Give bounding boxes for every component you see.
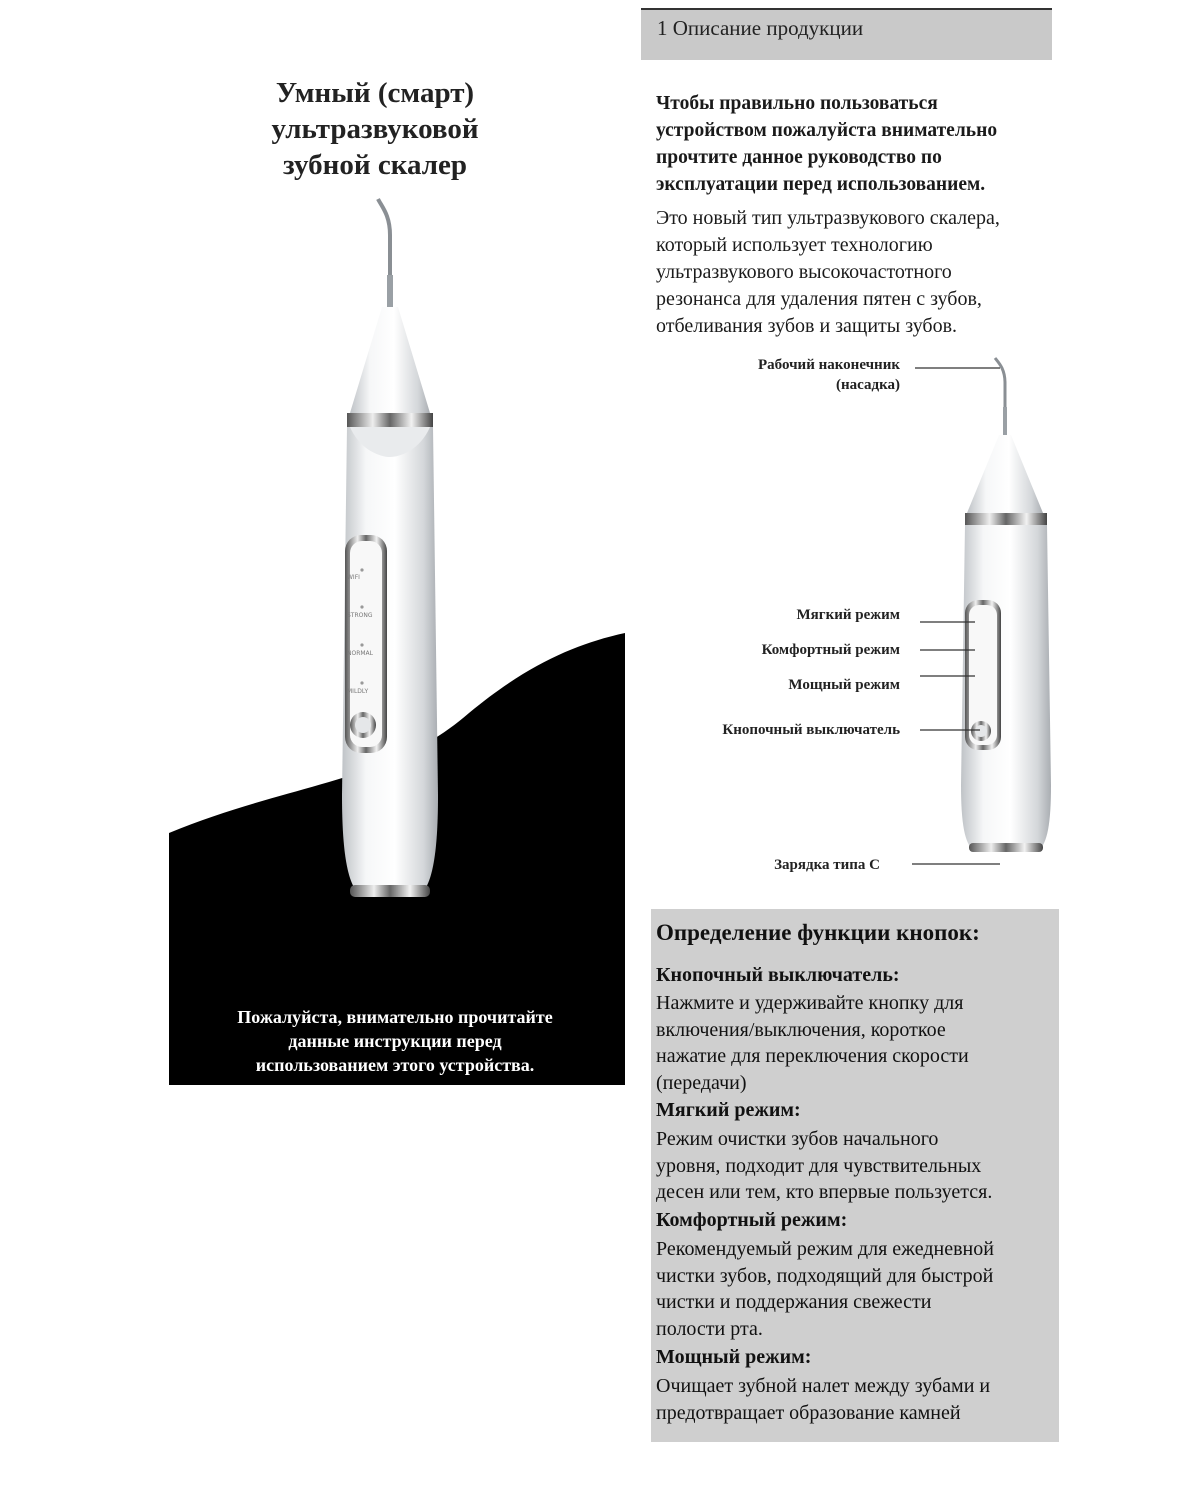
label-working-tip-line: Рабочий наконечник: [758, 357, 900, 373]
def-text-line: чистки и поддержания свежести: [656, 1291, 932, 1313]
section-header-bar: [641, 8, 1052, 60]
def-text-line: включения/выключения, короткое: [656, 1018, 946, 1041]
product-title-line: зубной скалер: [283, 149, 467, 181]
product-title: [220, 75, 530, 183]
def-text-line: Очищает зубной налет между зубами и: [656, 1375, 991, 1397]
notice-line: данные инструкции перед: [288, 1031, 502, 1051]
def-text-line: уровня, подходит для чувствительных: [656, 1154, 982, 1177]
notice-line: использованием этого устройства.: [255, 1055, 535, 1075]
intro-description-line: отбеливания зубов и защиты зубов.: [656, 315, 958, 337]
def-text-line: чистки зубов, подходящий для быстрой: [656, 1264, 994, 1287]
def-text-power: [656, 1373, 1056, 1426]
intro-description-line: резонанса для удаления пятен с зубов,: [656, 288, 982, 310]
read-instructions-notice: [205, 1002, 585, 1074]
def-head-comfort: Комфортный режим:: [656, 1209, 848, 1231]
label-soft-mode: Мягкий режим: [796, 607, 900, 623]
label-power-mode: Мощный режим: [788, 677, 900, 693]
def-text-line: десен или тем, кто впервые пользуется.: [656, 1181, 993, 1203]
scaler-device-large: [320, 195, 450, 910]
label-comfort-mode: Комфортный режим: [761, 642, 900, 658]
def-text-line: полости рта.: [656, 1317, 763, 1340]
section-title: 1 Описание продукции: [657, 16, 864, 40]
def-text-line: предотвращает образование камней: [656, 1401, 961, 1424]
intro-warning-line: эксплуатации перед использованием.: [656, 174, 986, 195]
diagram-leader-lines: [900, 360, 1010, 875]
def-text-line: Режим очистки зубов начального: [656, 1128, 939, 1150]
def-head-switch: Кнопочный выключатель:: [656, 964, 900, 986]
device-label-normal: NORMAL: [347, 650, 374, 657]
intro-warning: [656, 90, 1076, 198]
def-text-switch: [656, 990, 1056, 1096]
def-text-line: Рекомендуемый режим для ежедневной: [656, 1238, 994, 1260]
intro-description-line: который использует технологию: [656, 234, 933, 256]
intro-warning-line: устройством пожалуйста внимательно: [656, 120, 998, 141]
def-head-soft: Мягкий режим:: [656, 1099, 801, 1121]
label-push-switch: Кнопочный выключатель: [722, 722, 900, 738]
def-head-power: Мощный режим:: [656, 1346, 812, 1368]
device-label-mildly: MILDLY: [347, 688, 369, 695]
def-text-comfort: [656, 1236, 1056, 1342]
def-text-line: нажатие для переключения скорости: [656, 1045, 969, 1067]
definitions-title: Определение функции кнопок:: [656, 920, 980, 945]
def-text-line: Нажмите и удерживайте кнопку для: [656, 992, 964, 1014]
intro-description: [656, 205, 1076, 340]
product-title-line: ультразвуковой: [271, 113, 479, 145]
notice-line: Пожалуйста, внимательно прочитайте: [237, 1007, 553, 1027]
device-label-wifi: WIFI: [347, 574, 360, 581]
def-text-line: (передачи): [656, 1071, 747, 1094]
intro-warning-line: Чтобы правильно пользоваться: [656, 93, 938, 114]
intro-description-line: Это новый тип ультразвукового скалера,: [656, 207, 1000, 229]
label-working-tip-line: (насадка): [836, 377, 900, 393]
def-text-soft: [656, 1126, 1056, 1206]
intro-warning-line: прочтите данное руководство по: [656, 147, 942, 168]
product-title-line: Умный (смарт): [275, 77, 475, 109]
device-label-strong: STRONG: [347, 612, 373, 619]
label-type-c-charging: Зарядка типа С: [774, 857, 880, 873]
label-working-tip: [700, 355, 900, 395]
intro-description-line: ультразвукового высокочастотного: [656, 261, 952, 283]
